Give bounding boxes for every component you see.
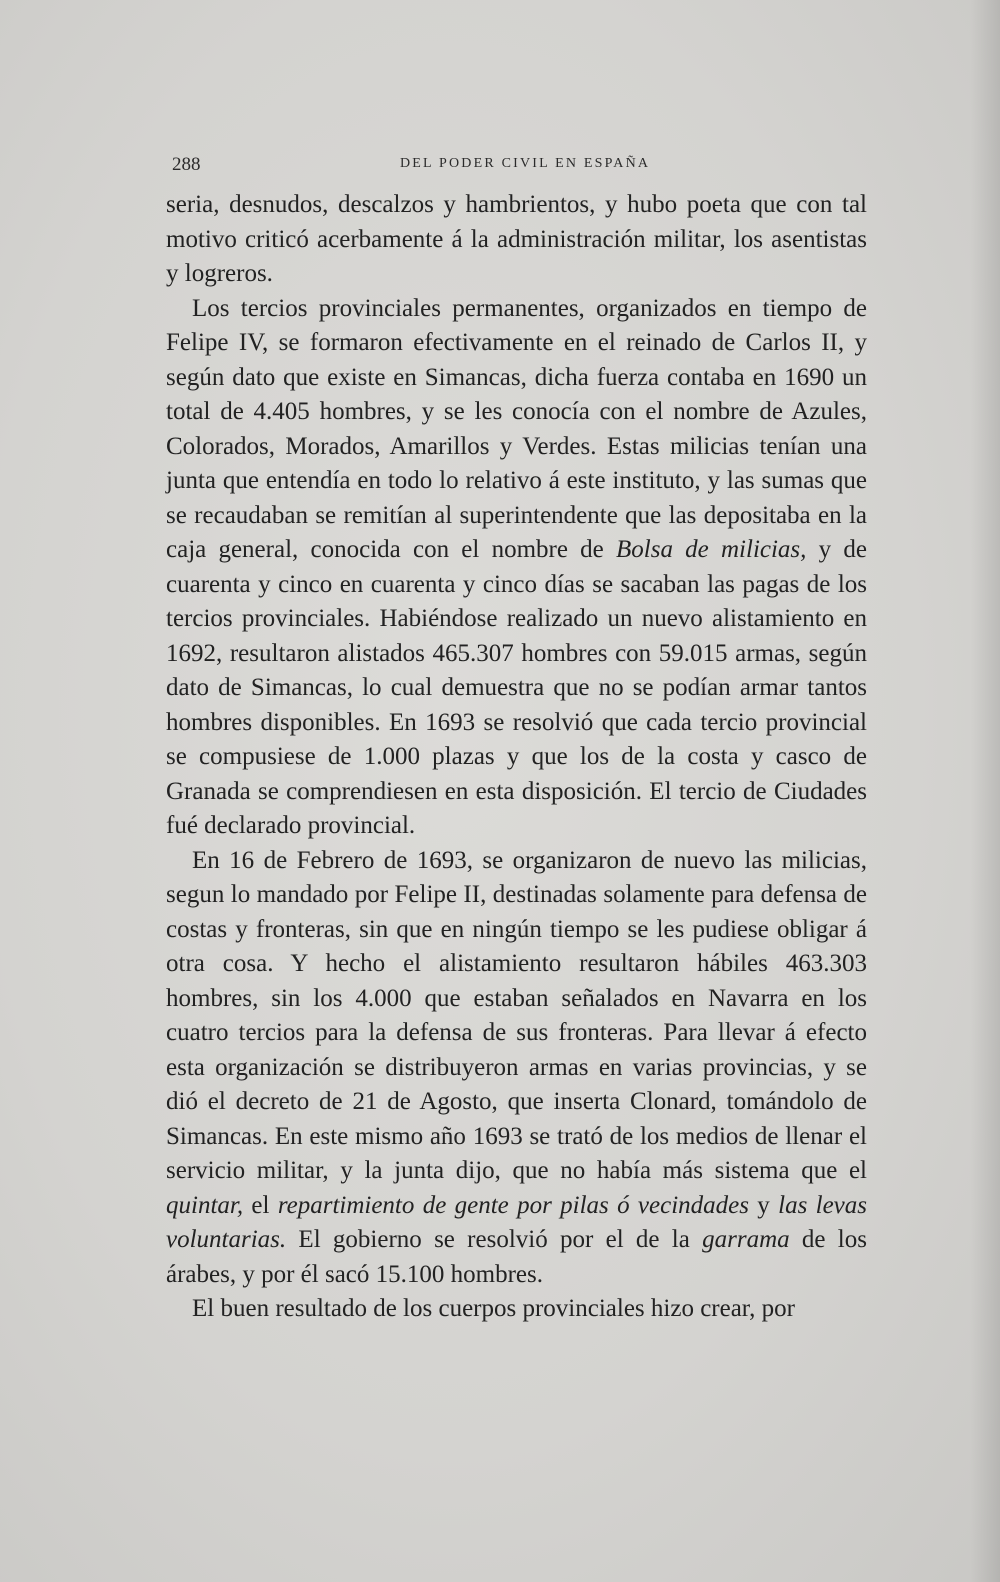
italic-text: repartimiento de gente por pilas ó vecindades: [277, 1191, 749, 1219]
text-segment: seria, desnudos, descalzos y hambrientos, y hubo poeta que con tal motivo criticó acerbamente á la administración militar, los asentistas y logreros.: [166, 191, 867, 287]
paragraph: [166, 844, 867, 1293]
body-text: [166, 188, 867, 1327]
paragraph: [166, 188, 867, 292]
page-edge-shadow: [970, 0, 1000, 1582]
text-segment: En 16 de Febrero de 1693, se organizaron de nuevo las milicias, segun lo mandado por Felipe II, destinadas solamente para defensa de costas y fronteras, sin que en ningún tiempo se les pudiese obligar á otra cosa. Y hecho el alistamiento resultaron hábiles 463.303 hombres, sin los 4.000 que estaban señalados en Navarra en los cuatro tercios para la defensa de sus fronteras. Para llevar á efecto esta organización se distribuyeron armas en varias provincias, y se dió el decreto de 21 de Agosto, que inserta Clonard, tomándolo de Simancas. En este mismo año 1693 se trató de los medios de llenar el servicio militar, y la junta dijo, que no había más sistema que el: [166, 846, 867, 1184]
italic-text: quintar,: [166, 1191, 244, 1219]
italic-text: las levas voluntarias.: [166, 1191, 867, 1253]
text-segment: el: [243, 1191, 278, 1219]
italic-text: Bolsa de milicias,: [616, 536, 807, 563]
paragraph: [166, 1292, 867, 1327]
paragraph: [166, 292, 867, 844]
text-segment: El buen resultado de los cuerpos provinciales hizo crear, por: [192, 1295, 795, 1322]
text-segment: Los tercios provinciales permanentes, organizados en tiempo de Felipe IV, se formaron efectivamente en el reinado de Carlos II, y según dato que existe en Simancas, dicha fuerza contaba en 1690 un total de 4.405 hombres, y se les conocía con el nombre de Azules, Colorados, Morados, Amarillos y Verdes. Estas milicias tenían una junta que entendía en todo lo relativo á este instituto, y las sumas que se recaudaban se remitían al superintendente que las depositaba en la caja general, conocida con el nombre de: [166, 294, 867, 563]
page-header: [172, 154, 860, 178]
page-number: 288: [172, 154, 201, 175]
italic-text: garrama: [702, 1226, 790, 1253]
text-segment: El gobierno se resolvió por el de la: [286, 1226, 703, 1253]
running-head: DEL PODER CIVIL EN ESPAÑA: [400, 156, 651, 171]
text-segment: y de cuarenta y cinco en cuarenta y cinco días se sacaban las pagas de los tercios provinciales. Habiéndose realizado un nuevo alistamiento en 1692, resultaron alistados 465.307 hombres con 59.015 armas, según dato de Simancas, lo cual demuestra que no se podían armar tantos hombres disponibles. En 1693 se resolvió que cada tercio provincial se compusiese de 1.000 plazas y que los de la costa y casco de Granada se comprendiesen en esta disposición. El tercio de Ciudades fué declarado provincial.: [166, 536, 867, 839]
text-segment: de los árabes, y por él sacó 15.100 hombres.: [166, 1226, 867, 1288]
text-segment: y: [748, 1191, 779, 1219]
